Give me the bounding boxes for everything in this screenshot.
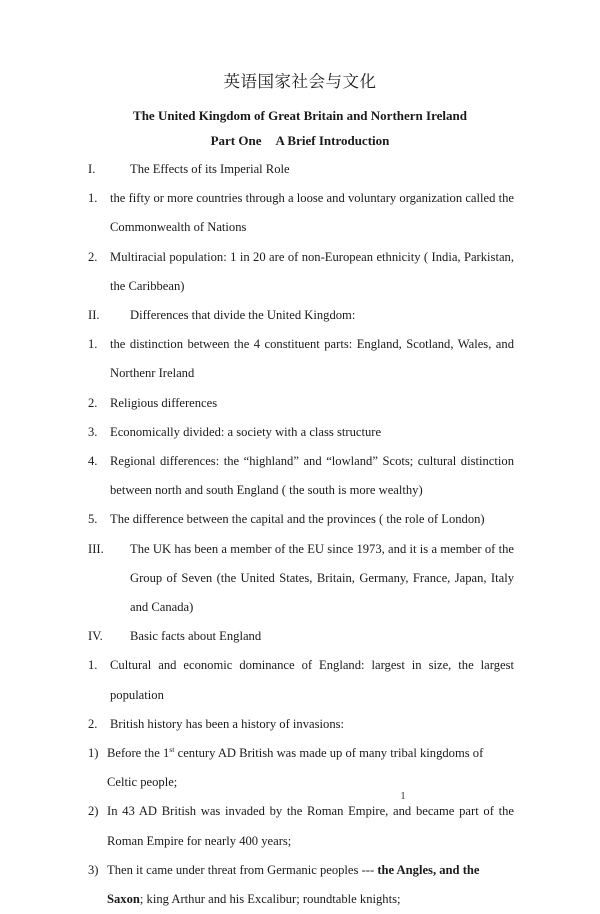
page-number-value: 1 — [400, 790, 406, 802]
chinese-course-title: 英语国家社会与文化 — [223, 72, 377, 91]
item-text: Economically divided: a society with a class structure — [110, 424, 382, 439]
subitem-marker: 1) — [88, 746, 99, 761]
section-marker: IV. — [88, 629, 103, 644]
item-marker: 1. — [88, 658, 98, 673]
item-text: British history has been a history of invasions: — [110, 716, 345, 731]
emphasised-phrase: the Angles, and the Saxon — [107, 862, 480, 907]
item-marker: 2. — [88, 395, 98, 410]
outline-item — [88, 389, 514, 418]
section-marker: III. — [88, 541, 104, 556]
item-marker: 5. — [88, 512, 98, 527]
section-text: Basic facts about England — [130, 629, 262, 644]
subitem-marker: 3) — [88, 862, 99, 877]
outline-section-i — [88, 155, 514, 184]
item-marker: 2. — [88, 716, 98, 731]
section-marker: I. — [88, 162, 96, 176]
part-label: Part One — [210, 133, 262, 148]
item-marker: 1. — [88, 191, 98, 206]
item-text: The difference between the capital and the provinces ( the role of London) — [110, 512, 485, 527]
outline-section-iv — [88, 622, 514, 651]
item-text: Religious differences — [110, 395, 218, 410]
subitem-text-before: Then it came under threat from Germanic peoples --- — [107, 862, 378, 877]
item-text: Regional differences: the “highland” and “lowland” Scots; cultural distinction between north and south England ( the south is more wealthy) — [110, 454, 514, 498]
item-text: the fifty or more countries through a loose and voluntary organization called the Commonwealth of Nations — [110, 191, 514, 235]
item-marker: 1. — [88, 337, 98, 352]
outline-item — [88, 184, 514, 242]
item-marker: 2. — [88, 249, 98, 264]
outline-item — [88, 710, 514, 739]
outline-item — [88, 447, 514, 505]
subitem-text-after: ; king Arthur and his Excalibur; roundtable knights; — [139, 892, 401, 907]
outline-item — [88, 418, 514, 447]
subitem-text: In 43 AD British was invaded by the Roman Empire, and became part of the Roman Empire for nearly 400 years; — [107, 804, 514, 848]
outline-item — [88, 505, 514, 534]
item-marker: 4. — [88, 454, 98, 469]
outline-section-iii — [88, 535, 514, 623]
subitem-text-before: Before the 1 — [107, 746, 170, 761]
outline-item — [88, 651, 514, 709]
outline-subitem — [88, 739, 514, 797]
outline-subitem — [88, 797, 514, 855]
outline-item — [88, 330, 514, 388]
item-text: Multiracial population: 1 in 20 are of non-European ethnicity ( India, Parkistan, the Caribbean) — [110, 249, 514, 293]
ordinal-superscript: st — [169, 744, 175, 754]
outline-subitem — [88, 856, 514, 914]
section-text: The UK has been a member of the EU since 1973, and it is a member of the Group of Seven (the United States, Britain, Germany, France, Japan, Italy and Canada) — [130, 541, 514, 615]
item-text: Cultural and economic dominance of England: largest in size, the largest population — [110, 658, 514, 702]
part-subtitle: A Brief Introduction — [275, 133, 390, 148]
english-document-title: The United Kingdom of Great Britain and Northern Ireland — [133, 108, 467, 123]
subitem-marker: 2) — [88, 804, 99, 819]
page-footer — [0, 790, 600, 802]
subitem-text-after: century AD British was made up of many tribal kingdoms of Celtic people; — [107, 746, 484, 790]
section-text: Differences that divide the United Kingdom: — [130, 308, 356, 323]
section-marker: II. — [88, 308, 100, 323]
item-marker: 3. — [88, 424, 98, 439]
outline-section-ii — [88, 301, 514, 330]
section-text: The Effects of its Imperial Role — [130, 162, 290, 176]
item-text: the distinction between the 4 constituent parts: England, Scotland, Wales, and Northenr Ireland — [110, 337, 514, 381]
outline-item — [88, 243, 514, 301]
part-heading — [0, 133, 600, 150]
